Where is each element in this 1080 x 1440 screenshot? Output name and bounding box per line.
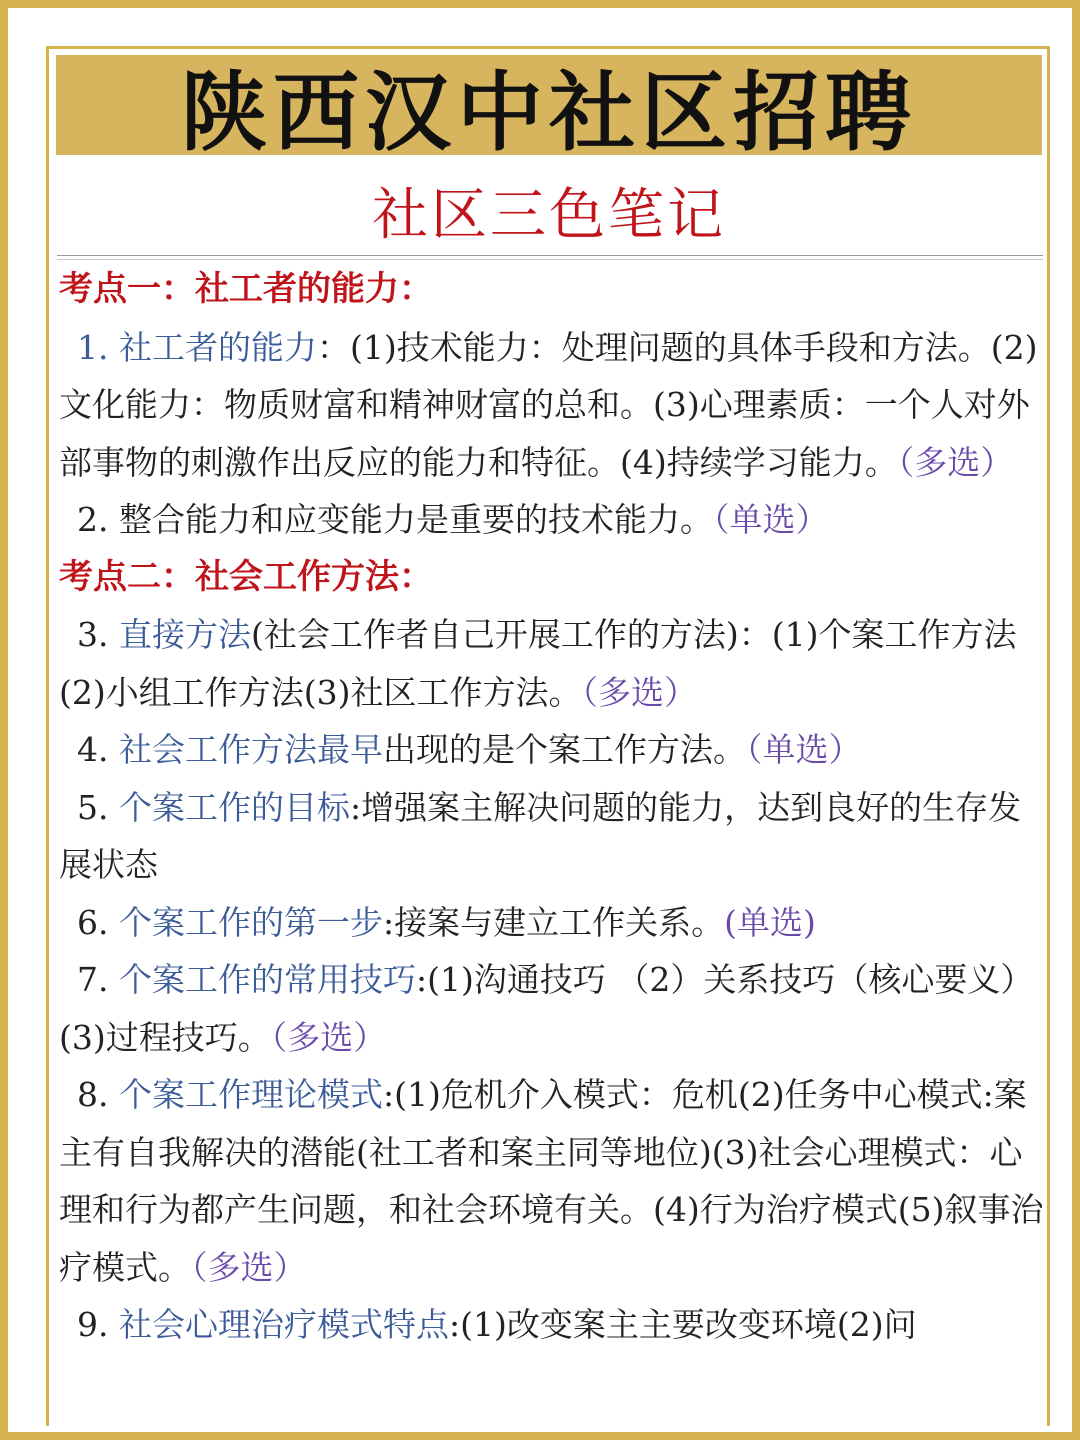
item-term: 直接方法 xyxy=(118,615,251,654)
item-number: 8. xyxy=(77,1075,119,1114)
list-item xyxy=(59,951,1044,1066)
item-text: :接案与建立工作关系。 xyxy=(382,902,725,942)
item-term: 个案工作的第一步 xyxy=(118,902,383,942)
section-heading: 考点一：社工者的能力： xyxy=(59,269,433,309)
list-item xyxy=(59,721,1044,779)
list-item xyxy=(59,894,1044,952)
item-text: :(1)危机介入模式：危机(2)任务中心模式:案主有自我解决的潜能(社工者和案主同等地位)(3)社会心理模式：心理和行为都产生问题，和社会环境有关。(4)行为治疗模式(5)叙事治疗模式。 xyxy=(59,1075,1044,1287)
list-item xyxy=(59,606,1044,721)
item-term: 社会心理治疗模式特点 xyxy=(118,1305,449,1344)
item-tag: （单选） xyxy=(745,730,862,769)
item-tag: （单选） xyxy=(712,500,829,539)
divider xyxy=(57,259,1043,260)
item-tag: （多选） xyxy=(581,672,697,712)
notes-body xyxy=(59,261,1044,1354)
section-heading: 考点二：社会工作方法： xyxy=(59,556,433,597)
item-number: 4. xyxy=(77,730,119,769)
item-number: 1. xyxy=(77,327,119,367)
item-text: 整合能力和应变能力是重要的技术能力。 xyxy=(118,500,713,539)
item-text: ：(1)技术能力：处理问题的具体手段和方法。(2)文化能力：物质财富和精神财富的总和。(3)心理素质：一个人对外部事物的刺激作出反应的能力和特征。(4)持续学习能力。 xyxy=(59,327,1038,482)
item-number: 6. xyxy=(77,902,119,942)
item-tag: （多选） xyxy=(270,1017,387,1057)
divider xyxy=(57,255,1043,256)
page-subtitle: 社区三色笔记 xyxy=(372,183,726,248)
item-term: 个案工作的目标 xyxy=(118,787,350,827)
item-term: 社会工作方法最早 xyxy=(118,730,383,769)
item-number: 7. xyxy=(77,960,119,999)
list-item xyxy=(59,1296,1044,1354)
item-tag: （多选） xyxy=(191,1247,307,1287)
list-item xyxy=(59,491,1044,549)
item-number: 9. xyxy=(77,1305,119,1344)
page-title: 陕西汉中社区招聘 xyxy=(56,55,1042,155)
content-frame xyxy=(46,46,1050,1426)
item-text: 出现的是个案工作方法。 xyxy=(382,730,746,769)
list-item xyxy=(59,319,1044,492)
item-number: 2. xyxy=(77,500,119,539)
item-number: 5. xyxy=(77,787,119,827)
item-text: (社会工作者自己开展工作的方法)：(1)个案工作方法(2)小组工作方法(3)社区工作方法。 xyxy=(59,615,1017,712)
item-text: :(1)沟通技巧 （2）关系技巧（核心要义）(3)过程技巧。 xyxy=(59,960,1034,1057)
list-item xyxy=(59,1066,1044,1296)
item-term: 个案工作理论模式 xyxy=(118,1075,383,1114)
item-text: :增强案主解决问题的能力，达到良好的生存发展状态 xyxy=(59,787,1022,884)
item-term: 社工者的能力 xyxy=(118,327,317,367)
item-tag: (单选) xyxy=(724,902,816,942)
list-item xyxy=(59,779,1044,894)
item-tag: （多选） xyxy=(897,442,1014,482)
item-number: 3. xyxy=(77,615,119,654)
item-text: :(1)改变案主主要改变环境(2)问 xyxy=(448,1305,917,1344)
item-term: 个案工作的常用技巧 xyxy=(118,960,416,999)
